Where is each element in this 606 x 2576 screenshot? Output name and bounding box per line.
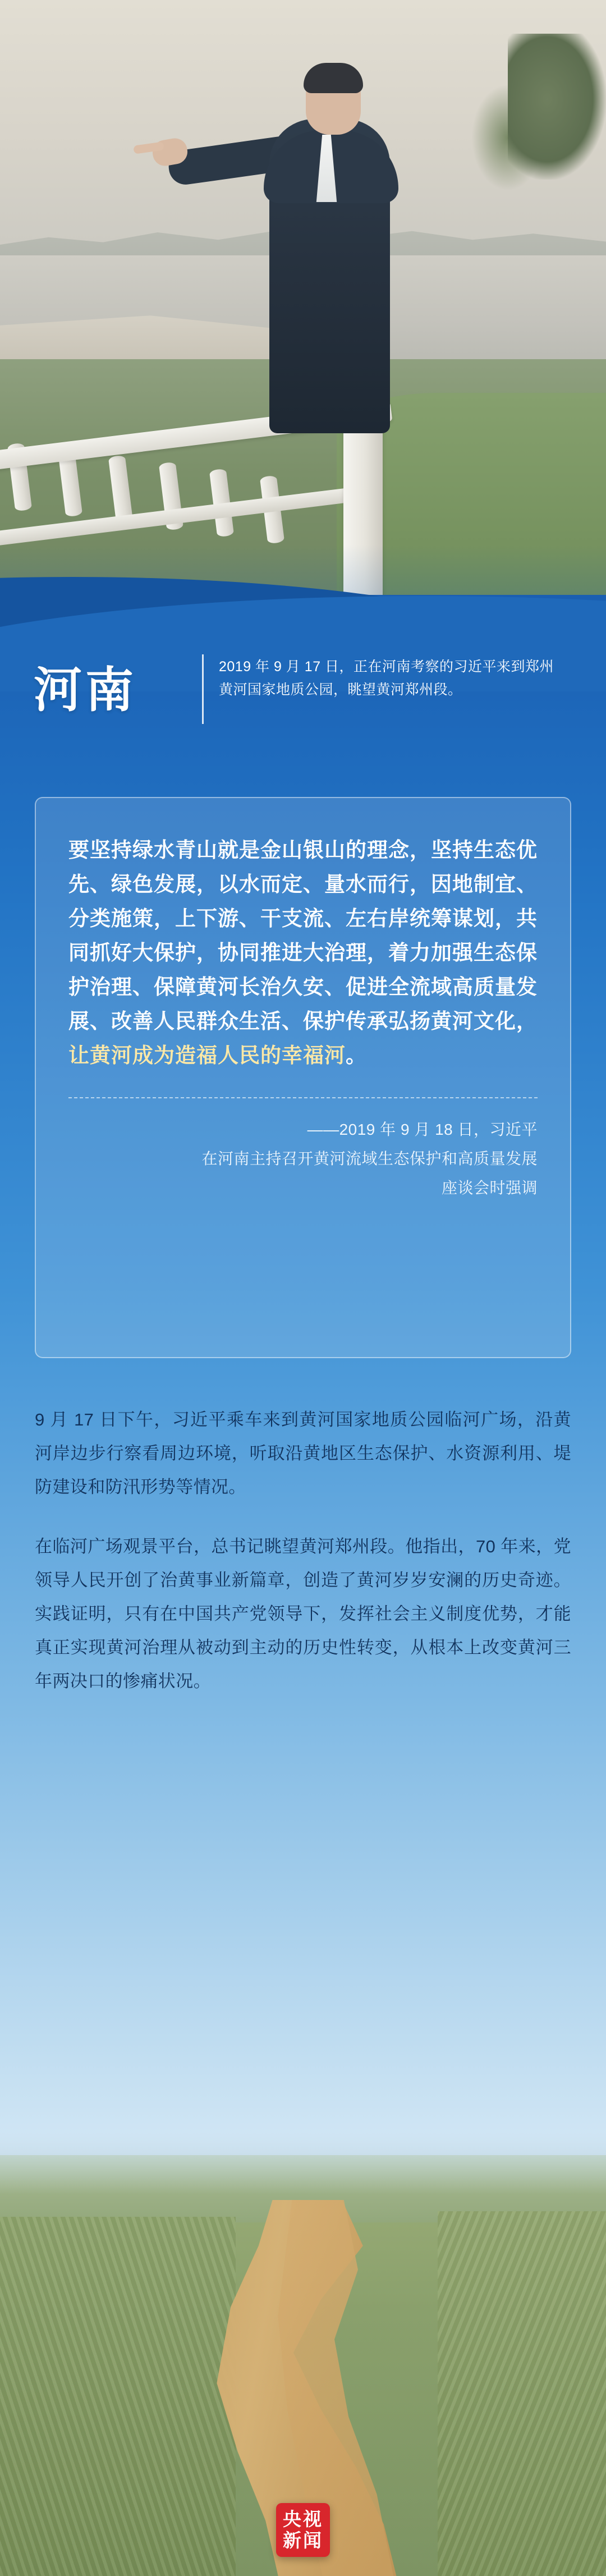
hero-photo: [0, 0, 606, 612]
province-caption: 2019 年 9 月 17 日，正在河南考察的习近平来到郑州黄河国家地质公园，眺望黄河郑州段。: [219, 659, 554, 698]
quote-divider: [68, 1097, 538, 1098]
footer-fields-left: [0, 2217, 236, 2576]
logo-line-1: 央视: [283, 2508, 323, 2530]
cctv-news-logo: [276, 2503, 330, 2557]
quote-attribution: [68, 1115, 538, 1203]
footer-fields-right: [438, 2211, 606, 2576]
footer-top-fade: [0, 2133, 606, 2194]
narrative-paragraph-2: 在临河广场观景平台，总书记眺望黄河郑州段。他指出，70 年来，党领导人民开创了治黄事业新篇章，创造了黄河岁岁安澜的历史奇迹。实践证明，只有在中国共产党领导下，发挥社会主义制度优势，才能真正实现黄河治理从被动到主动的历史性转变，从根本上改变黄河三年两决口的惨痛状况。: [35, 1537, 571, 1691]
quote-text: [68, 833, 538, 1072]
province-divider: [202, 654, 204, 724]
figure-hair: [304, 63, 363, 93]
province-name: 河南: [34, 662, 137, 718]
province-header: [34, 645, 584, 746]
quote-attribution-line-1: ——2019 年 9 月 18 日，习近平: [307, 1121, 538, 1138]
hero-tree-primary: [508, 34, 606, 180]
quote-text-part1: 要坚持绿水青山就是金山银山的理念，坚持生态优先、绿色发展，以水而定、量水而行，因地制宜、分类施策，上下游、干支流、左右岸统筹谋划，共同抓好大保护，协同推进大治理，着力加强生态保护治理、保障黄河长治久安、促进全流域高质量发展、改善人民群众生活、保护传承弘扬黄河文化，: [68, 838, 538, 1033]
footer-photo: [0, 2133, 606, 2576]
quote-card: [35, 797, 571, 1358]
quote-text-highlight: 让黄河成为造福人民的幸福河: [68, 1043, 346, 1067]
logo-line-2: 新闻: [283, 2529, 323, 2551]
quote-attribution-line-2: 在河南主持召开黄河流域生态保护和高质量发展: [201, 1150, 538, 1167]
narrative-paragraph-1: 9 月 17 日下午，习近平乘车来到黄河国家地质公园临河广场，沿黄河岸边步行察看周边环境，听取沿黄地区生态保护、水资源利用、堤防建设和防汛形势等情况。: [35, 1410, 571, 1497]
narrative-section: [35, 1403, 571, 1724]
quote-attribution-line-3: 座谈会时强调: [441, 1179, 538, 1197]
quote-text-part2: 。: [346, 1043, 367, 1067]
